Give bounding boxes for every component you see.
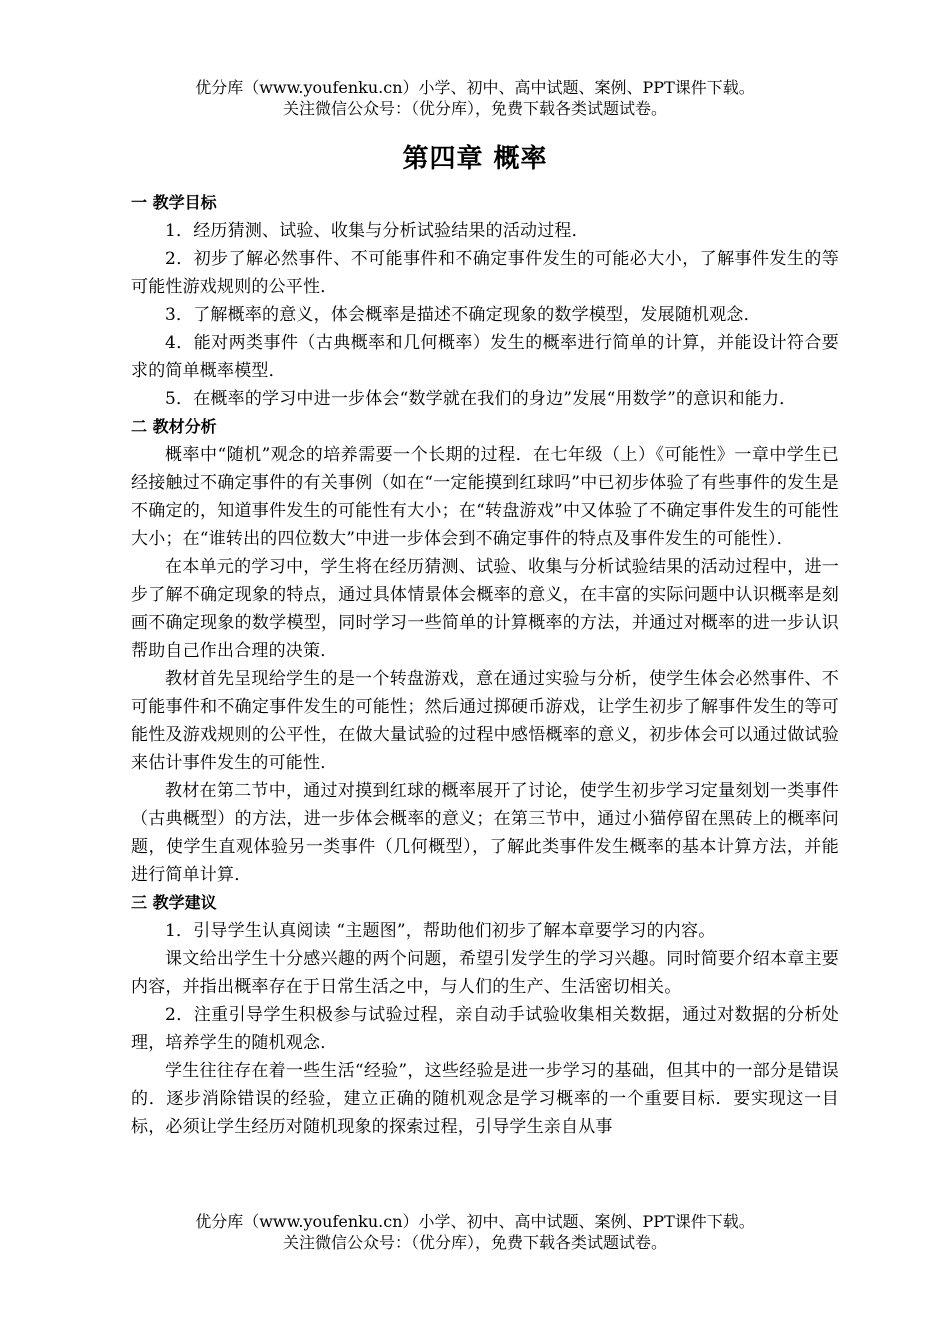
chapter-title: 第四章 概率 [402, 144, 548, 174]
section-heading-analysis: 二 教材分析 [131, 417, 217, 436]
analysis-paragraph-2: 在本单元的学习中，学生将在经历猜测、试验、收集与分析试验结果的活动过程中，进一步了解不确定现象的特点，通过具体情景体会概率的意义，在丰富的实际问题中认识概率是刻画不确定现象的数学模型，同时学习一些简单的计算概率的方法，并通过对概率的进一步认识帮助自己作出合理的决策． [131, 557, 839, 661]
goal-item-2: 2．初步了解必然事件、不可能事件和不确定事件发生的可能必大小，了解事件发生的等可能性游戏规则的公平性． [131, 249, 839, 297]
goal-item-1: 1．经历猜测、试验、收集与分析试验结果的活动过程． [165, 221, 589, 241]
analysis-paragraph-1: 概率中“随机”观念的培养需要一个长期的过程．在七年级（上）《可能性》一章中学生已经接触过不确定事件的有关事例（如在“一定能摸到红球吗”中已初步体验了有些事件的发生是不确定的，知道事件发生的可能性有大小；在“转盘游戏”中又体验了不确定事件发生的可能性大小；在“谁转出的四位数大”中进一步体会到不确定事件的特点及事件发生的可能性）． [131, 445, 839, 549]
footer-line-2: 关注微信公众号：（优分库），免费下载各类试题试卷。 [282, 1233, 667, 1252]
document-body [131, 189, 839, 1141]
suggestion-paragraph-3: 2．注重引导学生积极参与试验过程，亲自动手试验收集相关数据，通过对数据的分析处理，培养学生的随机观念． [131, 1005, 839, 1053]
header-line-2: 关注微信公众号：（优分库），免费下载各类试题试卷。 [282, 99, 667, 118]
goal-item-5: 5．在概率的学习中进一步体会“数学就在我们的身边”发展“用数学”的意识和能力． [165, 389, 797, 409]
suggestion-paragraph-2: 课文给出学生十分感兴趣的两个问题，希望引发学生的学习兴趣。同时简要介绍本章主要内容，并指出概率存在于日常生活之中，与人们的生产、生活密切相关。 [131, 949, 839, 997]
footer-line-1: 优分库（www.youfenku.cn）小学、初中、高中试题、案例、PPT课件下载。 [195, 1212, 755, 1231]
analysis-paragraph-4: 教材在第二节中，通过对摸到红球的概率展开了讨论，使学生初步学习定量刻划一类事件（古典概型）的方法，进一步体会概率的意义；在第三节中，通过小猫停留在黑砖上的概率问题，使学生直观体验另一类事件（几何概型），了解此类事件发生概率的基本计算方法，并能进行简单计算． [131, 781, 839, 885]
goal-item-4: 4．能对两类事件（古典概率和几何概率）发生的概率进行简单的计算，并能设计符合要求的简单概率模型． [131, 333, 839, 381]
analysis-paragraph-3: 教材首先呈现给学生的是一个转盘游戏，意在通过实验与分析，使学生体会必然事件、不可能事件和不确定事件发生的可能性；然后通过掷硬币游戏，让学生初步了解事件发生的等可能性及游戏规则的公平性，在做大量试验的过程中感悟概率的意义，初步体会可以通过做试验来估计事件发生的可能性． [131, 669, 839, 773]
suggestion-paragraph-4: 学生往往存在着一些生活“经验”，这些经验是进一步学习的基础，但其中的一部分是错误的．逐步消除错误的经验，建立正确的随机观念是学习概率的一个重要目标．要实现这一目标，必须让学生经历对随机现象的探索过程，引导学生亲自从事 [131, 1061, 839, 1137]
page-footer [0, 1211, 950, 1253]
suggestion-paragraph-1: 1．引导学生认真阅读 “主题图”，帮助他们初步了解本章要学习的内容。 [165, 921, 716, 941]
header-line-1: 优分库（www.youfenku.cn）小学、初中、高中试题、案例、PPT课件下载。 [195, 78, 755, 97]
page-header [0, 77, 950, 119]
section-heading-suggestions: 三 教学建议 [131, 893, 217, 912]
goal-item-3: 3．了解概率的意义，体会概率是描述不确定现象的数学模型，发展随机观念． [165, 305, 761, 325]
section-heading-goals: 一 教学目标 [131, 193, 217, 212]
